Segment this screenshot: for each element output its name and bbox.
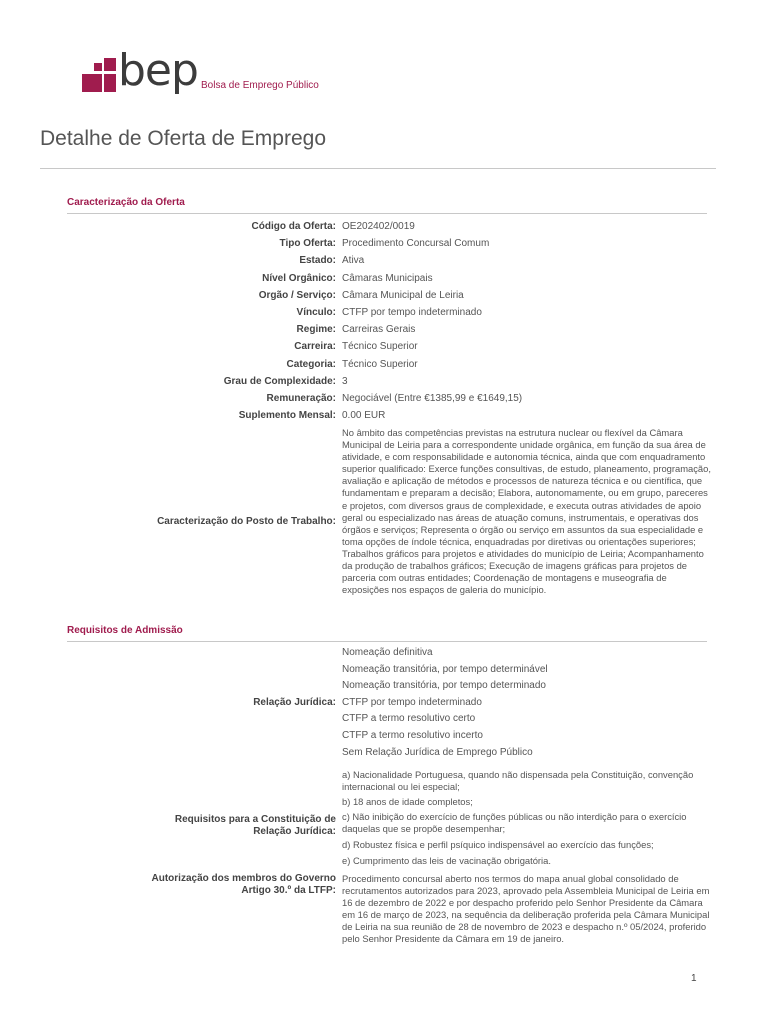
requisito-item: e) Cumprimento das leis de vacinação obrigatória. (342, 855, 551, 866)
page-number: 1 (691, 973, 697, 984)
requisito-item: b) 18 anos de idade completos; (342, 796, 473, 807)
detail-label: Grau de Complexidade: (223, 375, 336, 387)
requisito-item: c) Não inibição do exercício de funções públicas ou não interdição para o exercício daquelas que se propõe desempenhar; (342, 811, 687, 835)
detail-value: No âmbito das competências previstas na estrutura nuclear ou flexível da Câmara Municipal de Leiria para a correspondente unidade orgânica, em função da sua área de atividade, e com responsabilidade e autonomia técnica, ainda que com enquadramento superior qualificado: Exerce funções consultivas, de estudo, planeamento, programação, avaliação e aplicação de métodos e processos de natureza técnica e ou científica, que fundamentam e preparam a decisão; Elabora, autonomamente, ou em grupo, pareceres e projetos, com diversos graus de complexidade, e executa outras atividades de apoio geral ou especializado nas áreas de atuação comuns, instrumentais, e operativas dos órgãos e serviços; Representa o órgão ou serviço em assuntos da sua especialidade e toma opções de índole técnica, enquadradas por diretivas ou orientações superiores; Trabalhos gráficos para projetos e atividades do município de Leiria; Acompanhamento da produção de trabalhos gráficos; Execução de imagens gráficas para projetos de parceria com outras entidades; Coordenação de montagens e museografia de exposições nos espaços de galeria do município. (342, 427, 711, 596)
logo-square-small (94, 63, 102, 71)
detail-label: Caracterização do Posto de Trabalho: (157, 516, 336, 527)
detail-value: CTFP por tempo indeterminado (342, 307, 482, 318)
relacao-item: Nomeação transitória, por tempo determinável (342, 663, 548, 675)
detail-value: 0.00 EUR (342, 410, 386, 422)
detail-label-line: Requisitos para a Constituição de (174, 814, 336, 825)
detail-label-line: Relação Jurídica: (253, 826, 336, 837)
logo-square-large-left (82, 74, 102, 92)
detail-label: Tipo Oferta: (279, 238, 336, 250)
logo-square-large-right (104, 74, 116, 92)
detail-value: 3 (342, 375, 348, 387)
section-divider (67, 213, 707, 214)
detail-label: Nível Orgânico: (262, 272, 336, 284)
detail-label: Relação Jurídica: (253, 697, 336, 708)
relacao-item: Nomeação transitória, por tempo determinado (342, 680, 546, 692)
detail-value: Câmara Municipal de Leiria (342, 289, 464, 301)
detail-label: Categoria: (286, 358, 336, 370)
detail-value: Carreiras Gerais (342, 324, 416, 336)
detail-label: Estado: (299, 255, 336, 267)
detail-value: Câmaras Municipais (342, 272, 433, 284)
detail-label: Remuneração: (266, 393, 336, 404)
bep-logo (82, 45, 332, 100)
detail-label: Vínculo: (296, 307, 336, 318)
relacao-item: Nomeação definitiva (342, 647, 433, 658)
detail-label: Regime: (296, 324, 336, 336)
section-divider (67, 641, 707, 642)
detail-label: Suplemento Mensal: (238, 410, 336, 422)
page-title: Detalhe de Oferta de Emprego (40, 127, 327, 150)
detail-label (175, 814, 336, 838)
title-divider (40, 168, 716, 169)
requisito-item: a) Nacionalidade Portuguesa, quando não dispensada pela Constituição, convenção internacional ou lei especial; (342, 769, 694, 793)
detail-value: Procedimento Concursal Comum (342, 238, 490, 250)
section-heading-requisitos: Requisitos de Admissão (67, 625, 183, 636)
detail-value: Ativa (342, 255, 365, 267)
logo-tagline: Bolsa de Emprego Público (201, 80, 319, 91)
detail-label (152, 873, 336, 897)
detail-value: Técnico Superior (342, 358, 418, 370)
detail-label: Carreira: (294, 341, 336, 353)
detail-value: Técnico Superior (342, 341, 418, 353)
detail-label-line: Artigo 30.º da LTFP: (241, 885, 336, 896)
relacao-item: CTFP por tempo indeterminado (342, 696, 482, 708)
logo-square-medium (104, 58, 116, 71)
detail-label-line: Autorização dos membros do Governo (151, 873, 336, 884)
relacao-item: CTFP a termo resolutivo incerto (342, 730, 483, 741)
relacao-item: Sem Relação Jurídica de Emprego Público (342, 746, 533, 758)
detail-label: Código da Oferta: (251, 221, 336, 232)
detail-label: Orgão / Serviço: (258, 289, 336, 301)
section-heading-caracterizacao: Caracterização da Oferta (67, 197, 185, 208)
logo-wordmark: bep (118, 45, 198, 96)
requisito-item: d) Robustez física e perfil psíquico indispensável ao exercício das funções; (342, 839, 654, 850)
detail-value: Negociável (Entre €1385,99 e €1649,15) (342, 393, 523, 404)
detail-value: Procedimento concursal aberto nos termos do mapa anual global consolidado de recrutamentos autorizados para 2023, aprovado pela Assembleia Municipal de Leiria em 16 de dezembro de 2022 e por despacho proferido pelo Senhor Presidente da Câmara em 16 de março de 2023, na sequência da deliberação proferida pela Câmara Municipal de Leiria na sua reunião de 28 de novembro de 2023 e despacho n.º 05/2024, proferido pelo Senhor Presidente da Câmara em 19 de janeiro. (342, 873, 710, 945)
detail-value: OE202402/0019 (342, 221, 415, 232)
relacao-item: CTFP a termo resolutivo certo (342, 713, 476, 725)
